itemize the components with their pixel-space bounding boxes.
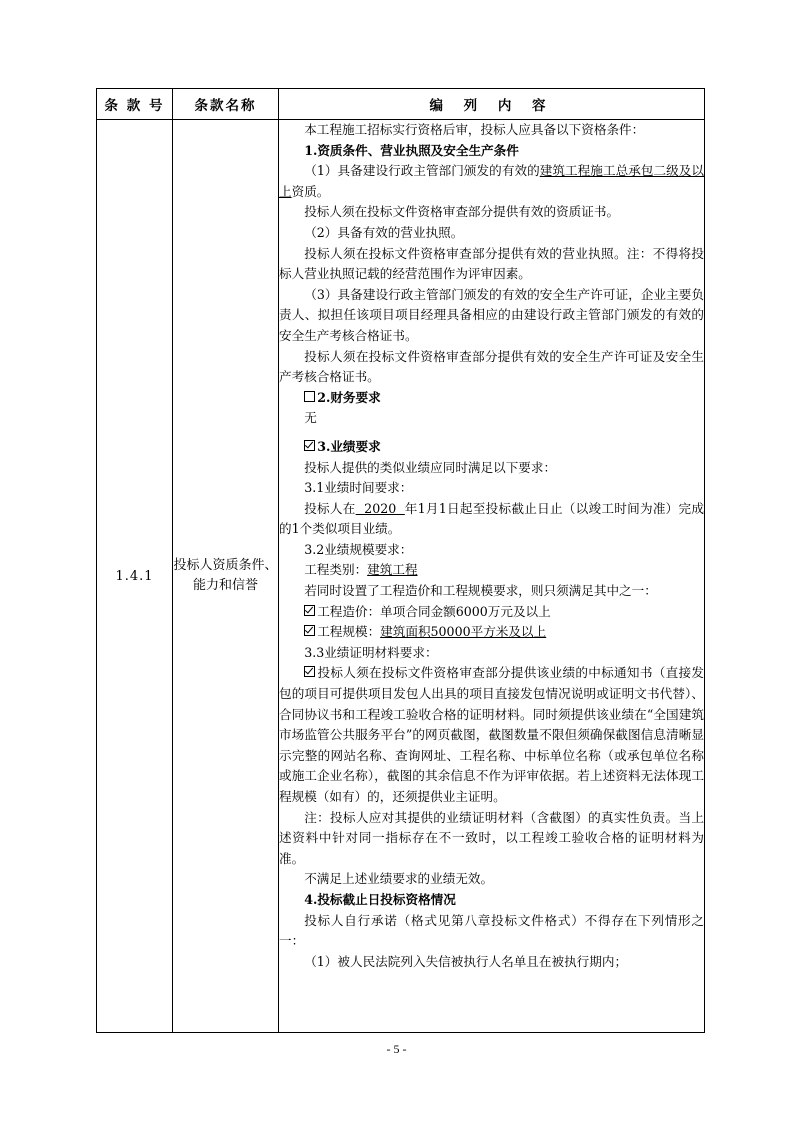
section-1-title: 1.资质条件、营业执照及安全生产条件: [304, 142, 519, 158]
section-2-body: 无: [304, 410, 317, 426]
header-content: 编 列 内 容: [279, 89, 705, 120]
text: 投标人须在投标文件资格审查部分提供该业绩的中标通知书（直接发包的项目可提供项目发包人出具的项目直接发包情况说明或证明文书代替）、合同协议书和工程竣工验收合格的证明材料。同时须提供该业绩在“全国建筑市场监管公共服务平台”的网页截图，截图数量不限但须确保截图信息清晰显示完整的网站名称、查询网址、工程名称、中标单位名称（或承包单位名称或施工企业名称），截图的其余信息不作为评审依据。若上述资料无法体现工程规模（如有）的，还须提供业主证明。: [279, 665, 704, 804]
table-header-row: [97, 89, 705, 120]
section-3-3-para-1: [279, 663, 704, 807]
section-3-3-invalid: 不满足上述业绩要求的业绩无效。: [304, 871, 494, 887]
text: 3.业绩要求: [317, 438, 381, 454]
start-year: 2020: [355, 500, 405, 516]
intro-text: 本工程施工招标实行资格后审，投标人应具备以下资格条件：: [304, 122, 645, 137]
clause-content: [279, 120, 705, 1033]
section-3-1-title: 3.1业绩时间要求：: [304, 480, 413, 496]
cost-requirement: [279, 602, 704, 623]
section-1-para-3: （2）具备有效的营业执照。: [304, 224, 464, 240]
section-3-title: [279, 437, 704, 458]
qualification-table: [96, 88, 705, 1033]
page-number: - 5 -: [386, 1042, 407, 1056]
clause-name: 投标人资质条件、能力和信誉: [173, 120, 279, 1033]
text: 年1月1日起至投标截止日止（以竣工时间为准）完成的1个类似项目业绩。: [279, 500, 705, 537]
text: 投标人在: [304, 500, 356, 516]
section-1-para-2: 投标人须在投标文件资格审查部分提供有效的资质证书。: [304, 204, 620, 220]
text: 工程规模：: [317, 624, 381, 640]
header-clause-name: 条款名称: [173, 89, 279, 120]
project-type-value: 建筑工程: [367, 562, 418, 578]
section-1-para-4: 投标人须在投标文件资格审查部分提供有效的营业执照。注：不得将投标人营业执照记载的经营范围作为评审因素。: [279, 245, 704, 282]
section-2-title: [279, 388, 704, 409]
section-4-title: 4.投标截止日投标资格情况: [304, 891, 456, 907]
section-4-para-2: （1）被人民法院列入失信被执行人名单且在被执行期内；: [304, 953, 628, 969]
performance-checkbox[interactable]: [304, 440, 315, 451]
text: （1）具备建设行政主管部门颁发的有效的: [304, 163, 540, 179]
section-3-1-body: [279, 499, 704, 540]
financial-checkbox[interactable]: [304, 391, 315, 402]
header-clause-no: 条 款 号: [97, 89, 173, 120]
text: 工程造价：单项合同金额6000万元及以上: [317, 603, 551, 619]
evidence-checkbox[interactable]: [304, 666, 315, 677]
section-3-2-title: 3.2业绩规模要求：: [304, 541, 413, 557]
scale-requirement: [279, 622, 704, 643]
text: 资质。: [291, 183, 330, 199]
section-1-para-5: （3）具备建设行政主管部门颁发的有效的安全生产许可证，企业主要负责人、拟担任该项目项目经理具备相应的由建设行政主管部门颁发的有效的安全生产考核合格证书。: [279, 286, 704, 343]
section-1-para-6: 投标人须在投标文件资格审查部分提供有效的安全生产许可证及安全生产考核合格证书。: [279, 348, 704, 385]
qualification-grade: 建筑工程施工总承包二级及以上: [279, 163, 705, 199]
scale-value: 建筑面积50000平方米及以上: [380, 624, 547, 640]
section-3-3-note: 注：投标人应对其提供的业绩证明材料（含截图）的真实性负责。当上述资料中针对同一指标存在不一致时，以工程竣工验收合格的证明材料为准。: [279, 809, 704, 866]
section-1-para-1: [279, 161, 704, 202]
section-3-3-title: 3.3业绩证明材料要求：: [304, 644, 438, 660]
section-4-para-1: 投标人自行承诺（格式见第八章投标文件格式）不得存在下列情形之一：: [279, 912, 704, 949]
project-type: [279, 560, 704, 581]
text: 工程类别：: [304, 562, 368, 578]
clause-number: 1.4.1: [97, 120, 173, 1033]
text: 2.财务要求: [317, 389, 381, 405]
cost-checkbox[interactable]: [304, 605, 315, 616]
section-3-para-1: 投标人提供的类似业绩应同时满足以下要求：: [304, 459, 557, 475]
table-row: [97, 120, 705, 1033]
scale-checkbox[interactable]: [304, 625, 315, 636]
section-3-2-note: 若同时设置了工程造价和工程规模要求，则只须满足其中之一：: [304, 583, 657, 599]
